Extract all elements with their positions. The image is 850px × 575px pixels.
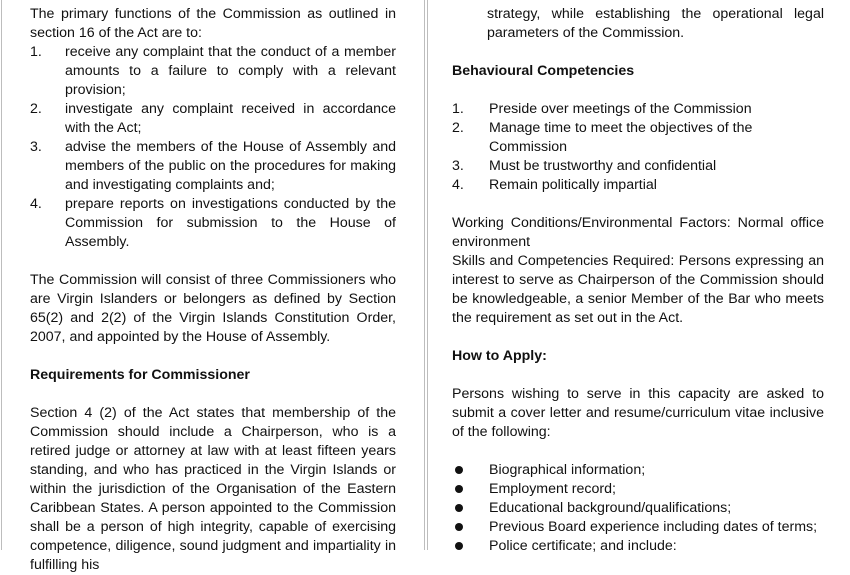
requirements-bullet-list — [452, 461, 824, 556]
list-number: 2. — [30, 101, 42, 117]
competencies-list — [452, 100, 824, 195]
list-number: 4. — [30, 196, 42, 212]
column-divider-left — [424, 0, 425, 550]
requirements-heading: Requirements for Commissioner — [30, 367, 250, 383]
spacer — [452, 43, 824, 62]
spacer — [452, 195, 824, 214]
spacer — [30, 347, 396, 366]
spacer — [452, 366, 824, 385]
list-text: Must be trustworthy and confidential — [489, 158, 717, 174]
spacer — [452, 328, 824, 347]
list-number: 2. — [452, 120, 464, 136]
behavioural-heading: Behavioural Competencies — [452, 63, 635, 79]
list-item — [452, 119, 824, 157]
list-item — [452, 176, 824, 195]
list-number: 1. — [452, 101, 464, 117]
bullet-text: Police certificate; and include: — [489, 538, 677, 554]
spacer — [452, 81, 824, 100]
bullet-text: Previous Board experience including dates of terms; — [489, 519, 818, 535]
bullet-text: Biographical information; — [489, 462, 646, 478]
list-text: investigate any complaint received in accordance with the Act; — [65, 101, 396, 136]
list-number: 3. — [452, 158, 464, 174]
left-border-rule — [1, 0, 2, 550]
list-number: 1. — [30, 44, 42, 60]
working-conditions-paragraph: Working Conditions/Environmental Factors: Normal office environment — [452, 215, 824, 250]
list-item — [452, 100, 824, 119]
list-number: 3. — [30, 139, 42, 155]
bullet-icon — [455, 485, 463, 493]
bullet-text: Employment record; — [489, 481, 616, 497]
bullet-item — [452, 480, 824, 499]
bullet-text: Educational background/qualifications; — [489, 500, 732, 516]
list-item — [30, 43, 396, 100]
bullet-icon — [455, 504, 463, 512]
requirements-paragraph: Section 4 (2) of the Act states that membership of the Commission should include a Chairperson, who is a retired judge or attorney at law with at least fifteen years standing, and who has practiced in the Virgin Islands or within the jurisdiction of the Organisation of the Eastern Caribbean States. A person appointed to the Commission shall be a person of high integrity, capable of exercising competence, diligence, sound judgment and impartiality in fulfilling his — [30, 405, 396, 573]
functions-list — [30, 43, 396, 252]
bullet-icon — [455, 542, 463, 550]
spacer — [30, 252, 396, 271]
spacer — [30, 385, 396, 404]
list-text: advise the members of the House of Assembly and members of the public on the procedures for making and investigating complaints and; — [65, 139, 396, 193]
bullet-icon — [455, 466, 463, 474]
list-item — [30, 100, 396, 138]
bullet-item — [452, 518, 824, 537]
bullet-item — [452, 461, 824, 480]
apply-paragraph: Persons wishing to serve in this capacity are asked to submit a cover letter and resume/curriculum vitae inclusive of the following: — [452, 386, 824, 440]
bullet-item — [452, 499, 824, 518]
column-divider-right — [427, 0, 428, 550]
list-text: receive any complaint that the conduct of a member amounts to a failure to comply with a relevant provision; — [65, 44, 396, 98]
spacer — [452, 442, 824, 461]
continued-text: strategy, while establishing the operational legal parameters of the Commission. — [487, 6, 824, 41]
list-text: Manage time to meet the objectives of the Commission — [489, 120, 753, 155]
list-text: Remain politically impartial — [489, 177, 657, 193]
functions-intro: The primary functions of the Commission as outlined in section 16 of the Act are to: — [30, 6, 396, 41]
list-item — [30, 195, 396, 252]
bullet-item — [452, 537, 824, 556]
list-text: prepare reports on investigations conducted by the Commission for submission to the House of Assembly. — [65, 196, 396, 250]
bullet-icon — [455, 523, 463, 531]
skills-paragraph: Skills and Competencies Required: Persons expressing an interest to serve as Chairperson of the Commission should be knowledgeable, a senior Member of the Bar who meets the requirement as set out in the Act. — [452, 253, 824, 326]
left-column — [30, 5, 396, 575]
list-text: Preside over meetings of the Commission — [489, 101, 752, 117]
list-item — [452, 157, 824, 176]
list-item — [30, 138, 396, 195]
how-to-apply-heading: How to Apply: — [452, 348, 547, 364]
list-number: 4. — [452, 177, 464, 193]
right-column — [452, 5, 824, 556]
composition-paragraph: The Commission will consist of three Commissioners who are Virgin Islanders or belongers as defined by Section 65(2) and 2(2) of the Virgin Islands Constitution Order, 2007, and appointed by the House of Assembly. — [30, 272, 396, 345]
